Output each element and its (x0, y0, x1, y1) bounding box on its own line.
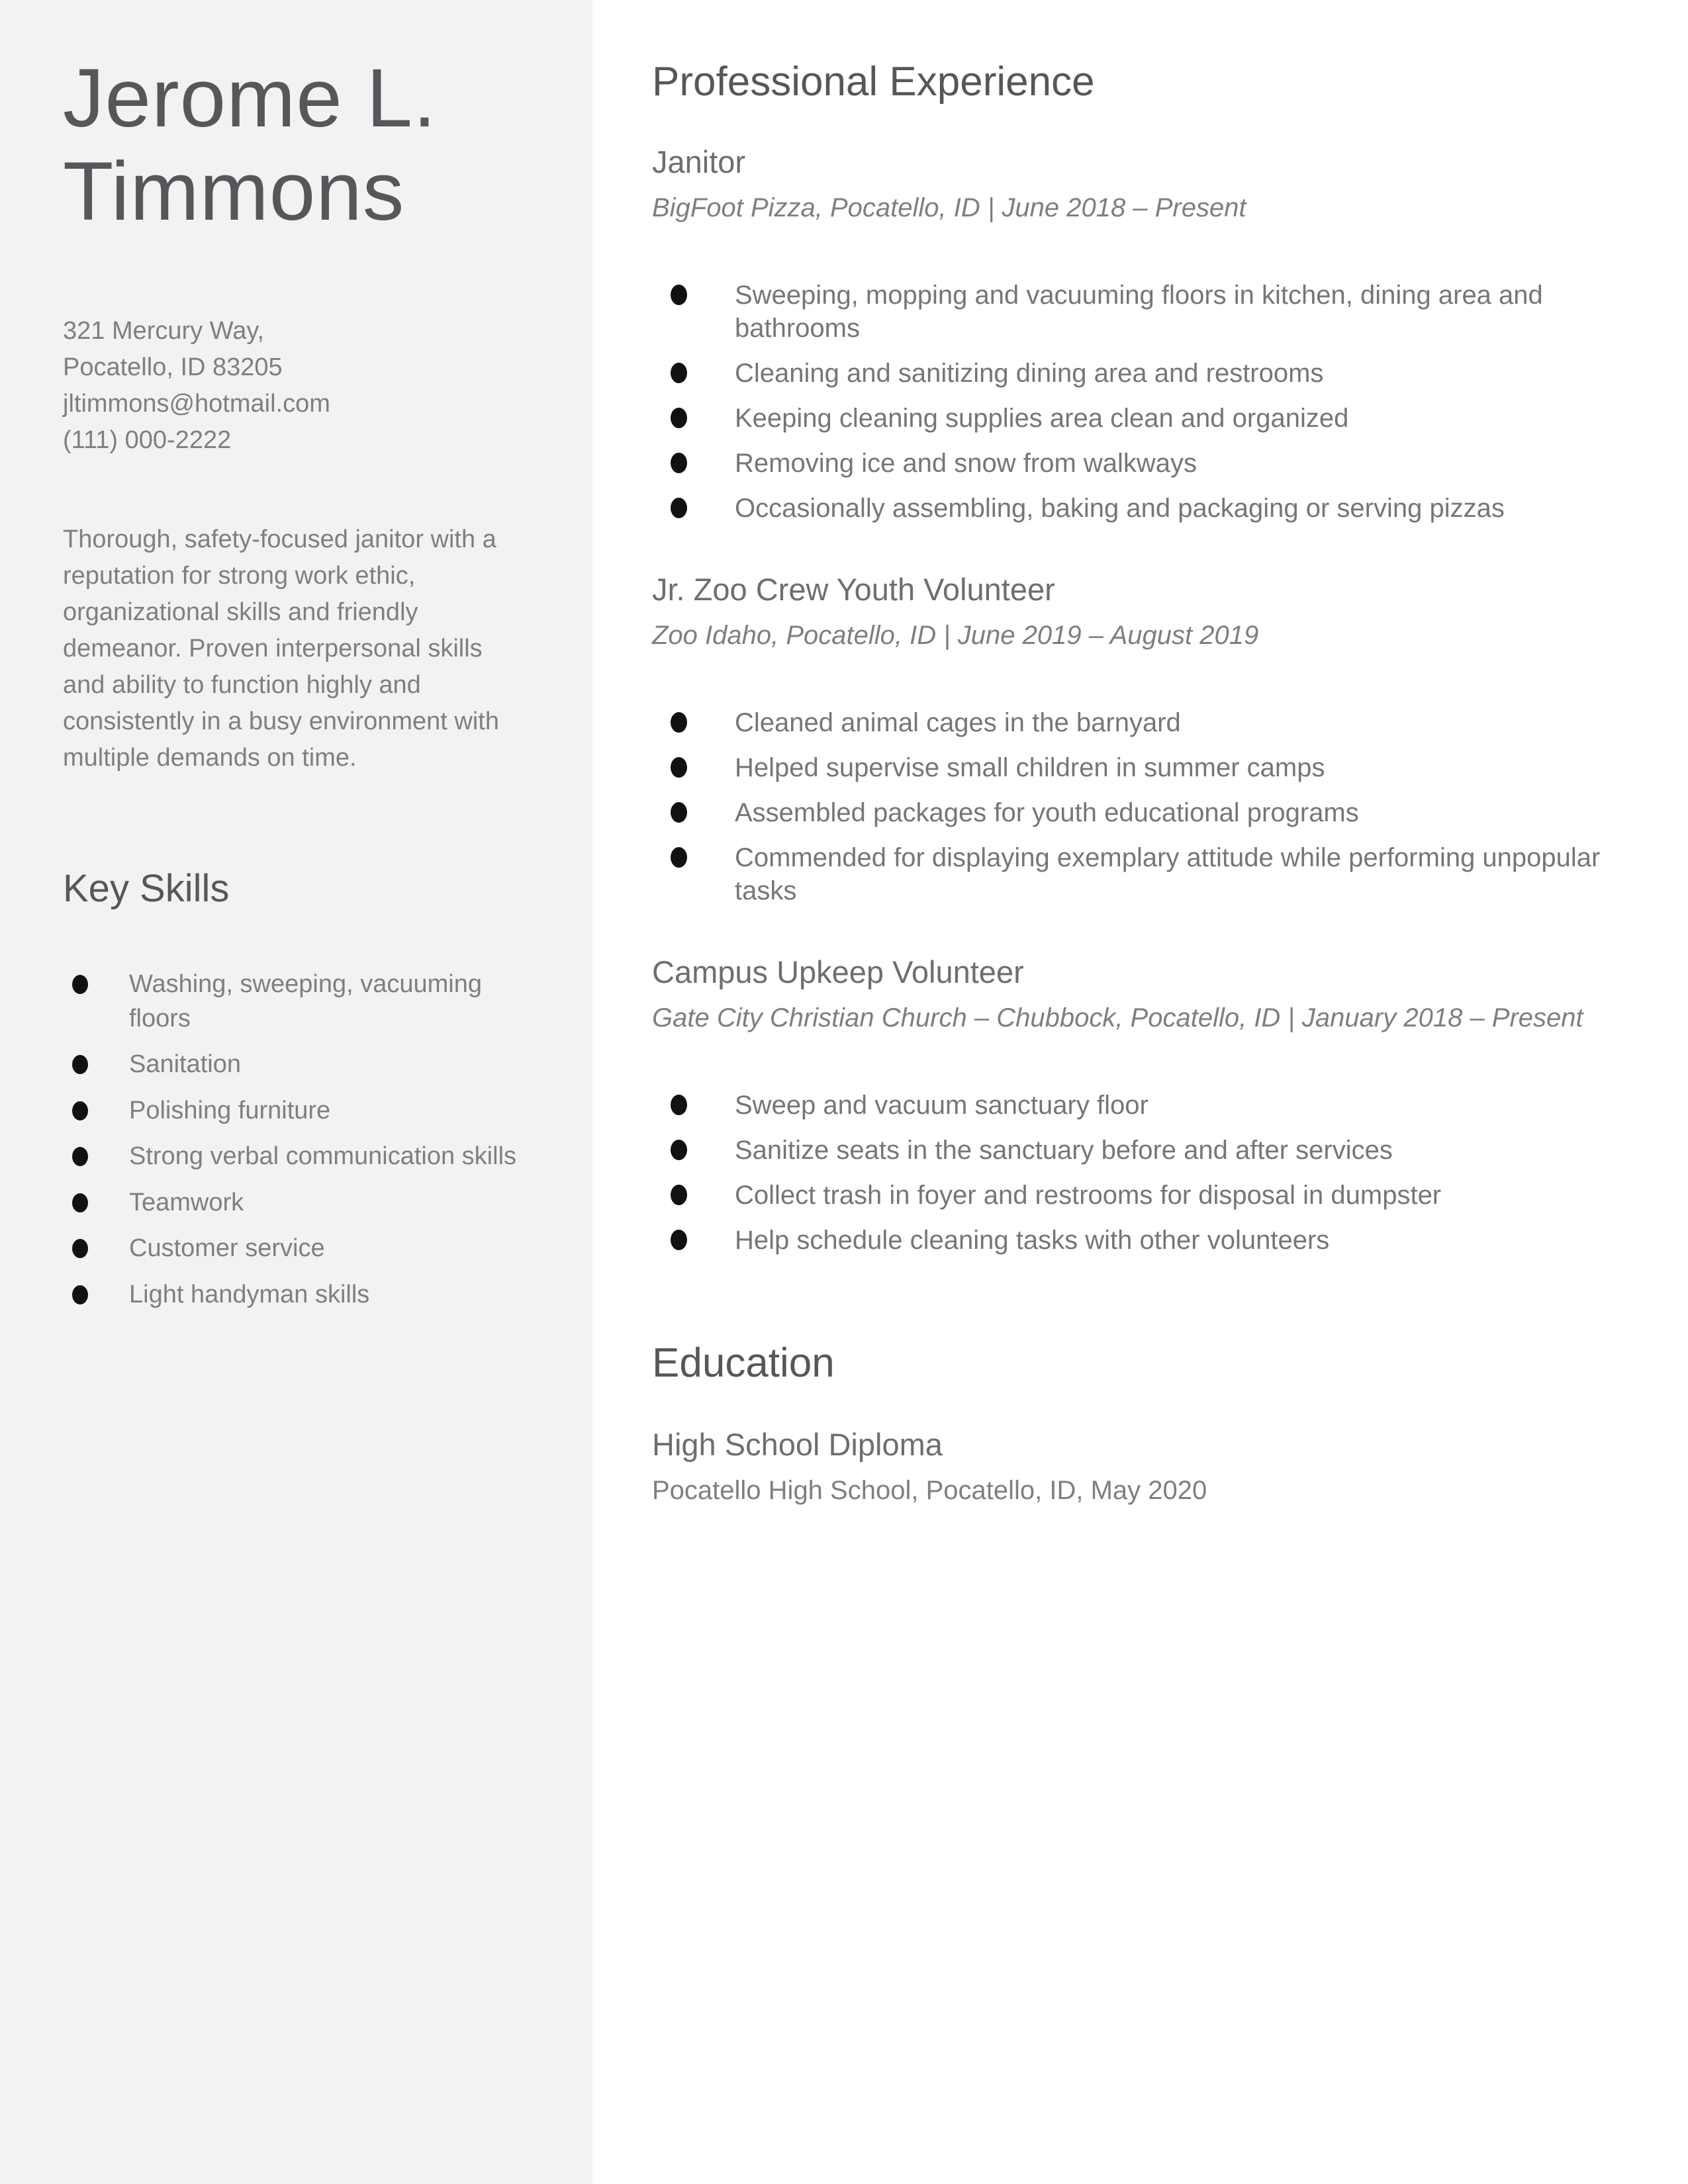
job-duties-list (652, 706, 1625, 907)
job-title: Janitor (652, 144, 746, 179)
job-entry-zoo-volunteer (652, 571, 1625, 907)
duty-text: Assembled packages for youth educational programs (735, 798, 1359, 827)
skill-item (63, 1231, 530, 1265)
bullet-icon (671, 1185, 687, 1205)
duty-text: Helped supervise small children in summer camps (735, 753, 1325, 782)
skill-item (63, 1093, 530, 1128)
duty-text: Help schedule cleaning tasks with other volunteers (735, 1226, 1330, 1255)
person-name-line2: Timmons (63, 146, 405, 238)
skill-label: Teamwork (129, 1188, 244, 1216)
skill-item (63, 967, 530, 1036)
skill-label: Customer service (129, 1234, 325, 1263)
person-name (63, 52, 530, 239)
skills-list (63, 967, 530, 1312)
education-meta: Pocatello High School, Pocatello, ID, May 2020 (652, 1476, 1207, 1505)
job-title: Jr. Zoo Crew Youth Volunteer (652, 572, 1055, 607)
bullet-icon (72, 1055, 88, 1074)
bullet-icon (72, 1193, 88, 1212)
job-meta: Gate City Christian Church – Chubbock, Pocatello, ID | January 2018 – Present (652, 1003, 1583, 1032)
duty-item (652, 492, 1625, 525)
sidebar (0, 0, 592, 2184)
email-text: jltimmons@hotmail.com (63, 389, 330, 418)
bullet-icon (72, 1101, 88, 1120)
bullet-icon (671, 757, 687, 778)
duty-item (652, 1089, 1625, 1122)
bullet-icon (671, 802, 687, 823)
bullet-icon (671, 453, 687, 473)
job-title: Campus Upkeep Volunteer (652, 954, 1024, 989)
skill-item (63, 1185, 530, 1220)
bullet-icon (72, 975, 88, 994)
bullet-icon (72, 1285, 88, 1304)
duty-text: Commended for displaying exemplary attitude while performing unpopular tasks (735, 843, 1601, 905)
duty-text: Collect trash in foyer and restrooms for disposal in dumpster (735, 1181, 1442, 1210)
duty-text: Sanitize seats in the sanctuary before and after services (735, 1136, 1393, 1165)
duty-item (652, 1224, 1625, 1257)
duty-item (652, 706, 1625, 739)
experience-heading: Professional Experience (652, 59, 1095, 105)
job-duties-list (652, 1089, 1625, 1257)
duty-text: Sweeping, mopping and vacuuming floors in kitchen, dining area and bathrooms (735, 281, 1543, 343)
skill-label: Polishing furniture (129, 1096, 331, 1124)
job-entry-janitor (652, 144, 1625, 525)
main-content (652, 0, 1625, 1506)
skill-item (63, 1047, 530, 1081)
duty-text: Cleaned animal cages in the barnyard (735, 708, 1181, 737)
bullet-icon (671, 498, 687, 518)
key-skills-heading: Key Skills (63, 866, 230, 910)
duty-text: Cleaning and sanitizing dining area and restrooms (735, 359, 1324, 388)
duty-text: Removing ice and snow from walkways (735, 449, 1197, 478)
skill-label: Sanitation (129, 1050, 242, 1079)
address-line1: 321 Mercury Way, (63, 316, 265, 345)
duty-text: Keeping cleaning supplies area clean and organized (735, 404, 1349, 433)
duty-item (652, 279, 1625, 345)
duty-item (652, 357, 1625, 390)
duty-item (652, 751, 1625, 784)
duty-item (652, 447, 1625, 480)
skill-item (63, 1139, 530, 1173)
bullet-icon (671, 285, 687, 305)
education-entry (652, 1426, 1625, 1506)
address-line2: Pocatello, ID 83205 (63, 353, 283, 381)
duty-item (652, 1134, 1625, 1167)
duty-item (652, 796, 1625, 829)
duty-item (652, 841, 1625, 907)
phone-text: (111) 000-2222 (63, 426, 232, 454)
job-meta: BigFoot Pizza, Pocatello, ID | June 2018 – Present (652, 193, 1246, 222)
education-heading: Education (652, 1340, 835, 1386)
bullet-icon (671, 847, 687, 868)
duty-item (652, 1179, 1625, 1212)
bullet-icon (671, 712, 687, 733)
skill-label: Strong verbal communication skills (129, 1142, 517, 1171)
skill-item (63, 1277, 530, 1312)
duty-item (652, 402, 1625, 435)
bullet-icon (671, 408, 687, 428)
person-name-line1: Jerome L. (63, 52, 437, 144)
skill-label: Washing, sweeping, vacuuming floors (129, 970, 482, 1032)
duty-text: Occasionally assembling, baking and packaging or serving pizzas (735, 494, 1505, 523)
bullet-icon (671, 1140, 687, 1160)
duty-text: Sweep and vacuum sanctuary floor (735, 1091, 1149, 1120)
job-duties-list (652, 279, 1625, 525)
summary-text: Thorough, safety-focused janitor with a reputation for strong work ethic, organizational skills and friendly demeanor. Proven interpersonal skills and ability to function highly and consistently in a busy environment with multiple demands on time. (63, 525, 499, 772)
bullet-icon (671, 363, 687, 383)
bullet-icon (671, 1095, 687, 1115)
bullet-icon (671, 1230, 687, 1250)
bullet-icon (72, 1147, 88, 1166)
job-entry-campus-volunteer (652, 954, 1625, 1257)
job-meta: Zoo Idaho, Pocatello, ID | June 2019 – August 2019 (652, 621, 1259, 650)
bullet-icon (72, 1239, 88, 1258)
degree-title: High School Diploma (652, 1427, 943, 1462)
skill-label: Light handyman skills (129, 1280, 370, 1308)
contact-info (63, 313, 530, 459)
